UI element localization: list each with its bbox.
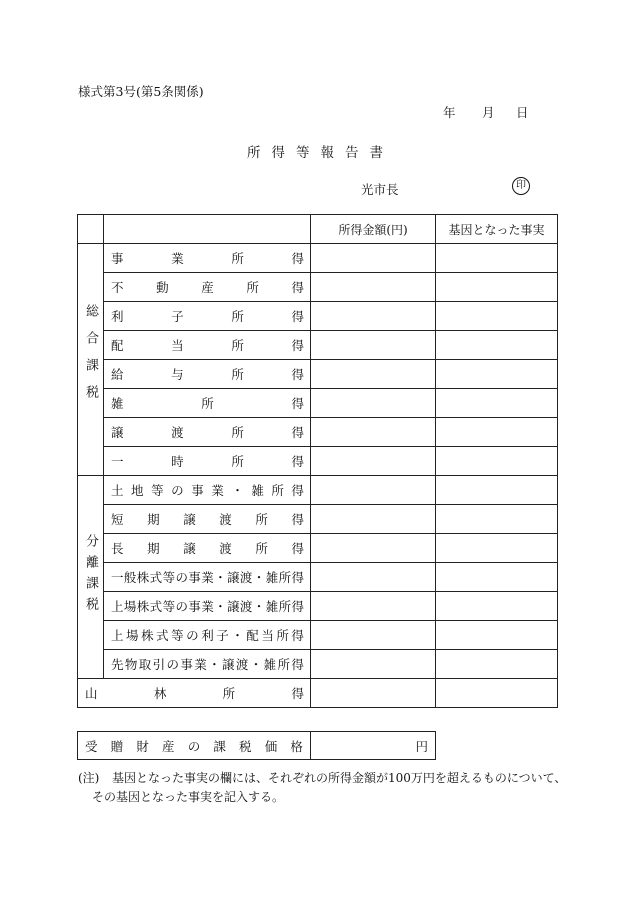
label-char: 所	[222, 686, 236, 701]
label-char: 給	[111, 367, 124, 382]
amount-field[interactable]	[311, 563, 436, 592]
label-char: 得	[291, 338, 304, 353]
label-char: 場	[126, 628, 139, 643]
label-char: 所	[231, 338, 244, 353]
label-char: 時	[171, 454, 184, 469]
label-char: 雑	[265, 570, 279, 585]
label-char: 得	[291, 425, 304, 440]
label-char: 格	[290, 738, 303, 754]
label-char: 等	[162, 570, 176, 585]
reason-field[interactable]	[436, 447, 558, 476]
label-char: 得	[291, 483, 304, 498]
label-char: 業	[171, 251, 184, 266]
reason-field[interactable]	[436, 592, 558, 621]
label-char: 所	[278, 570, 292, 585]
label-char: 雑	[263, 657, 277, 672]
amount-field[interactable]	[311, 389, 436, 418]
label-char: 業	[201, 599, 214, 614]
label-char: 渡	[219, 512, 232, 527]
label-char: 得	[291, 251, 304, 266]
amount-field[interactable]	[311, 302, 436, 331]
group-label-text: 分離課税	[83, 533, 98, 618]
income-item-label	[104, 447, 311, 476]
label-char: 得	[291, 280, 304, 295]
income-item-text	[111, 510, 304, 528]
label-char: 業	[201, 570, 214, 585]
label-char: 等	[162, 599, 176, 614]
label-char: 所	[231, 251, 244, 266]
income-item-label	[104, 331, 311, 360]
header-reason: 基因となった事実	[436, 215, 558, 244]
table-row	[78, 418, 558, 447]
gift-amount-field[interactable]	[311, 732, 436, 760]
label-char: 得	[291, 512, 304, 527]
table-row	[78, 331, 558, 360]
label-char: 所	[231, 425, 244, 440]
label-char: 与	[171, 367, 184, 382]
label-char: 産	[201, 280, 214, 295]
income-item-text	[111, 336, 304, 354]
amount-field[interactable]	[311, 534, 436, 563]
income-item-text	[111, 394, 304, 412]
table-row	[78, 563, 558, 592]
note-text-1: 基因となった事実の欄には、それぞれの所得金額が100万円を超えるものについて、	[112, 771, 567, 785]
gift-unit: 円	[415, 738, 428, 754]
label-char: 得	[291, 396, 304, 411]
label-char: 所	[271, 483, 284, 498]
label-char: 所	[255, 541, 268, 556]
gift-row	[78, 732, 436, 760]
table-row	[78, 273, 558, 302]
label-char: 渡	[239, 570, 253, 585]
table-row	[78, 447, 558, 476]
label-char: 林	[153, 686, 167, 701]
label-char: 雑	[111, 396, 124, 411]
reason-field[interactable]	[436, 505, 558, 534]
label-char: 上	[111, 599, 124, 614]
label-char: 一	[111, 454, 124, 469]
label-char: 配	[111, 338, 124, 353]
income-item-label	[104, 650, 311, 679]
label-char: 受	[85, 738, 98, 754]
reason-field[interactable]	[436, 679, 558, 708]
label-char: 期	[147, 541, 160, 556]
table-row	[78, 244, 558, 273]
label-char: の	[186, 628, 199, 643]
income-item-text	[111, 307, 304, 325]
label-char: 式	[149, 599, 163, 614]
table-row	[78, 534, 558, 563]
label-char: の	[187, 738, 201, 754]
header-blank-1	[78, 215, 104, 244]
label-char: 業	[211, 483, 224, 498]
table-row	[78, 302, 558, 331]
label-char: 般	[123, 570, 137, 585]
amount-field[interactable]	[311, 447, 436, 476]
label-char: 利	[201, 628, 214, 643]
label-char: ・	[231, 628, 244, 643]
label-char: 所	[231, 454, 244, 469]
amount-field[interactable]	[311, 360, 436, 389]
amount-field[interactable]	[311, 244, 436, 273]
label-char: 得	[291, 570, 304, 585]
label-char: 事	[180, 657, 193, 672]
label-char: の	[171, 483, 184, 498]
income-item-label	[104, 389, 311, 418]
income-item-text	[111, 249, 304, 267]
label-char: 事	[188, 599, 201, 614]
label-char: 物	[124, 657, 138, 672]
date-month-label: 月	[482, 105, 495, 120]
form-number: 様式第3号(第5条関係)	[78, 84, 204, 99]
amount-field[interactable]	[311, 331, 436, 360]
label-char: 渡	[235, 657, 249, 672]
gift-table	[77, 731, 436, 760]
label-char: ・	[208, 657, 221, 672]
label-char: 価	[264, 738, 278, 754]
date-year-label: 年	[443, 105, 456, 120]
table-row-forest	[78, 679, 558, 708]
reason-field[interactable]	[436, 534, 558, 563]
label-char: 配	[246, 628, 259, 643]
label-char: 得	[291, 657, 304, 672]
label-char: 等	[171, 628, 184, 643]
label-char: 等	[151, 483, 164, 498]
label-char: 雑	[251, 483, 264, 498]
note-label: (注)	[78, 771, 100, 785]
label-char: ・	[252, 599, 266, 614]
income-item-label	[104, 360, 311, 389]
reason-field[interactable]	[436, 563, 558, 592]
income-item-label	[104, 505, 311, 534]
income-item-text	[111, 655, 304, 673]
label-char: 短	[111, 512, 124, 527]
label-char: 譲	[111, 425, 124, 440]
label-char: 得	[291, 599, 304, 614]
amount-field[interactable]	[311, 679, 436, 708]
label-char: ・	[214, 570, 227, 585]
income-item-text	[111, 423, 304, 441]
label-char: 事	[111, 251, 124, 266]
income-item-label	[104, 621, 311, 650]
gift-label	[78, 732, 311, 760]
label-char: 株	[136, 599, 150, 614]
label-char: 子	[216, 628, 229, 643]
label-char: 事	[191, 483, 204, 498]
label-char: 所	[278, 599, 292, 614]
label-char: 得	[291, 454, 304, 469]
label-char: ・	[214, 599, 227, 614]
label-char: 譲	[222, 657, 235, 672]
label-char: ・	[231, 483, 244, 498]
income-item-label	[104, 534, 311, 563]
label-char: の	[175, 570, 188, 585]
reason-field[interactable]	[436, 476, 558, 505]
label-char: 子	[171, 309, 184, 324]
label-char: 期	[147, 512, 160, 527]
income-item-text	[111, 568, 304, 586]
label-char: 雑	[265, 599, 279, 614]
amount-field[interactable]	[311, 505, 436, 534]
table-row	[78, 650, 558, 679]
label-char: 所	[201, 396, 214, 411]
label-char: 所	[231, 367, 244, 382]
reason-field[interactable]	[436, 389, 558, 418]
label-char: 引	[152, 657, 166, 672]
label-char: 不	[111, 280, 124, 295]
label-char: 場	[123, 599, 137, 614]
income-item-text	[111, 626, 304, 644]
table-row	[78, 389, 558, 418]
group-label-1	[78, 476, 104, 679]
reason-field[interactable]	[436, 244, 558, 273]
label-char: 一	[111, 570, 124, 585]
label-char: 取	[138, 657, 152, 672]
reason-field[interactable]	[436, 360, 558, 389]
label-char: 財	[136, 738, 149, 754]
label-char: 渡	[239, 599, 253, 614]
amount-field[interactable]	[311, 621, 436, 650]
label-char: 先	[111, 657, 124, 672]
reason-field[interactable]	[436, 302, 558, 331]
label-char: ・	[249, 657, 263, 672]
note-line-1	[78, 769, 568, 788]
label-char: 山	[85, 686, 98, 701]
amount-field[interactable]	[311, 273, 436, 302]
label-char: 所	[246, 280, 259, 295]
income-item-text	[111, 278, 304, 296]
gift-label-text	[85, 737, 303, 755]
header-blank-2	[104, 215, 311, 244]
label-char: 式	[149, 570, 163, 585]
date-day-label: 日	[516, 105, 529, 120]
income-item-text	[111, 597, 304, 615]
label-char: 渡	[171, 425, 184, 440]
income-item-label	[104, 244, 311, 273]
income-item-text	[111, 452, 304, 470]
label-char: 所	[276, 628, 289, 643]
table-row	[78, 476, 558, 505]
label-char: 所	[231, 309, 244, 324]
label-char: 株	[136, 570, 150, 585]
label-char: 譲	[227, 570, 240, 585]
amount-field[interactable]	[311, 592, 436, 621]
label-char: の	[175, 599, 188, 614]
income-item-label	[104, 476, 311, 505]
note	[78, 769, 568, 807]
document-title: 所得等報告書	[247, 145, 394, 161]
reason-field[interactable]	[436, 418, 558, 447]
label-char: 当	[261, 628, 274, 643]
label-char: 得	[291, 309, 304, 324]
income-item-label	[104, 273, 311, 302]
reason-field[interactable]	[436, 650, 558, 679]
forest-income-text	[85, 684, 304, 702]
income-item-label	[104, 302, 311, 331]
group-label-0	[78, 244, 104, 476]
label-char: 利	[111, 309, 124, 324]
label-char: 得	[291, 686, 304, 701]
label-char: 長	[111, 541, 124, 556]
income-item-text	[111, 481, 304, 499]
label-char: 譲	[227, 599, 240, 614]
table-header-row	[78, 215, 558, 244]
table-row	[78, 360, 558, 389]
income-item-text	[111, 539, 304, 557]
income-item-label	[104, 563, 311, 592]
addressee: 光市長	[361, 182, 399, 197]
table-row	[78, 505, 558, 534]
label-char: 動	[156, 280, 169, 295]
income-item-text	[111, 365, 304, 383]
forest-income-label	[78, 679, 311, 708]
amount-field[interactable]	[311, 650, 436, 679]
income-table	[77, 214, 558, 708]
table-row	[78, 592, 558, 621]
label-char: 産	[162, 738, 175, 754]
label-char: 渡	[219, 541, 232, 556]
header-amount: 所得金額(円)	[311, 215, 436, 244]
label-char: 所	[277, 657, 291, 672]
label-char: 得	[291, 541, 304, 556]
reason-field[interactable]	[436, 273, 558, 302]
note-line-2: その基因となった事実を記入する。	[92, 790, 285, 804]
amount-field[interactable]	[311, 418, 436, 447]
label-char: 得	[291, 628, 304, 643]
label-char: ・	[252, 570, 266, 585]
label-char: 得	[291, 367, 304, 382]
reason-field[interactable]	[436, 621, 558, 650]
group-label-text: 総合課税	[83, 304, 98, 412]
reason-field[interactable]	[436, 331, 558, 360]
label-char: 上	[111, 628, 124, 643]
label-char: 課	[213, 738, 226, 754]
label-char: 当	[171, 338, 184, 353]
label-char: の	[166, 657, 180, 672]
label-char: 譲	[183, 541, 196, 556]
label-char: 所	[255, 512, 268, 527]
income-item-label	[104, 592, 311, 621]
label-char: 贈	[110, 738, 124, 754]
label-char: 株	[141, 628, 154, 643]
label-char: 土	[111, 483, 124, 498]
label-char: 譲	[183, 512, 196, 527]
amount-field[interactable]	[311, 476, 436, 505]
seal-mark: 印	[512, 177, 530, 195]
label-char: 地	[131, 483, 144, 498]
label-char: 業	[194, 657, 207, 672]
label-char: 式	[156, 628, 169, 643]
income-item-label	[104, 418, 311, 447]
label-char: 税	[239, 738, 252, 754]
table-row	[78, 621, 558, 650]
label-char: 事	[188, 570, 201, 585]
